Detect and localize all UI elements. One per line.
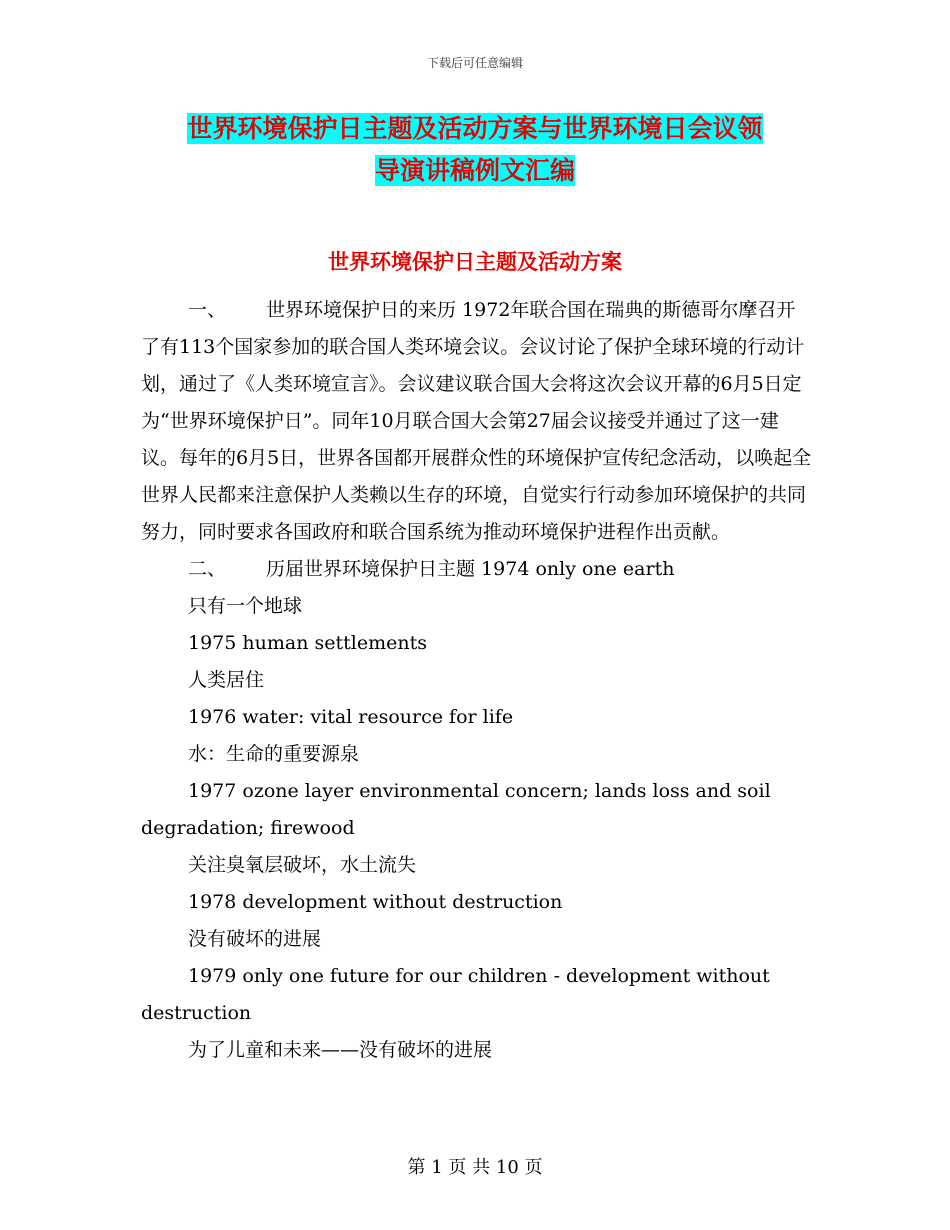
paragraph-marker: 二、 xyxy=(188,558,227,580)
theme-entry: 1979 only one future for our children - development without destruction xyxy=(141,965,770,1024)
total-pages: 10 xyxy=(495,1157,519,1178)
paragraph-text: 历届世界环境保护日主题 1974 only one earth xyxy=(266,558,675,580)
theme-translation: 没有破坏的进展 xyxy=(188,928,322,950)
page-number: 1 xyxy=(431,1157,443,1178)
document-title-line-2: 导演讲稿例文汇编 xyxy=(374,156,575,185)
theme-translation: 关注臭氧层破坏，水土流失 xyxy=(188,854,417,876)
paragraph-marker: 一、 xyxy=(188,299,227,321)
page-footer xyxy=(0,1153,950,1179)
theme-entry: 1977 ozone layer environmental concern; lands loss and soil degradation; firewood xyxy=(141,780,771,839)
paragraph-text: 世界环境保护日的来历 1972年联合国在瑞典的斯德哥尔摩召开了有113个国家参加的联合国人类环境会议。会议讨论了保护全球环境的行动计划，通过了《人类环境宣言》。会议建议联合国大会将这次会议开幕的6月5日定为“世界环境保护日”。同年10月联合国大会第27届会议接受并通过了这一建议。每年的6月5日，世界各国都开展群众性的环境保护宣传纪念活动，以唤起全世界人民都来注意保护人类赖以生存的环境，自觉实行行动参加环境保护的共同努力，同时要求各国政府和联合国系统为推动环境保护进程作出贡献。 xyxy=(141,299,812,543)
paragraph-themes xyxy=(141,551,813,588)
theme-entry: 1976 water: vital resource for life xyxy=(188,706,514,728)
document-body xyxy=(141,292,813,1069)
theme-entry: 1978 development without destruction xyxy=(188,891,563,913)
paragraph-history xyxy=(141,292,813,551)
page-label: 第 xyxy=(407,1157,426,1178)
theme-translation: 人类居住 xyxy=(188,669,265,691)
document-title xyxy=(0,108,950,192)
header-note: 下载后可任意编辑 xyxy=(426,56,523,70)
theme-translation: 水：生命的重要源泉 xyxy=(188,743,360,765)
section-title: 世界环境保护日主题及活动方案 xyxy=(328,250,622,274)
theme-entry: 1975 human settlements xyxy=(188,632,427,654)
theme-translation: 为了儿童和未来——没有破坏的进展 xyxy=(188,1039,493,1061)
theme-translation: 只有一个地球 xyxy=(188,595,303,617)
total-unit: 页 xyxy=(524,1157,543,1178)
document-title-line-1: 世界环境保护日主题及活动方案与世界环境日会议领 xyxy=(187,114,763,143)
page-unit: 页 xyxy=(448,1157,467,1178)
total-label: 共 xyxy=(472,1157,491,1178)
